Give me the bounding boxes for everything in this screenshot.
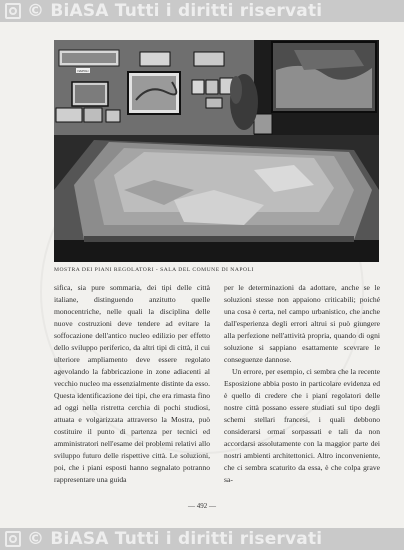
copyright-logo-icon: [5, 3, 21, 19]
watermark-text: © BiASA Tutti i diritti riservati: [27, 529, 323, 549]
copyright-logo-icon: [5, 531, 21, 547]
paragraph: Un errore, per esempio, ci sembra che la recente Esposizione abbia posto in particolare evidenza ed è quello di credere che i piani regolatori delle nostre città possano essere studiati sul tipo degli schemi stellari francesi, i quali debbono considerarsi ormai sorpassati e tali da non accordarsi assolutamente con la maggior parte dei nostri ambienti architettonici. Altro inconveniente, che ci sembra scaturito da essa, è che colpa grave sa-: [224, 367, 380, 484]
page-number: — 492 —: [188, 502, 216, 510]
text-column-right: [224, 282, 380, 486]
plaque-label: NAPOLI: [77, 69, 89, 73]
text-column-left: [54, 282, 210, 486]
watermark-banner-bottom: [0, 528, 404, 550]
watermark-text: © BiASA Tutti i diritti riservati: [27, 1, 323, 21]
exhibition-photo: [54, 40, 379, 262]
paragraph: sifica, sia pure sommaria, dei tipi delle città italiane, distinguendo anzitutto quelle monocentriche, nelle quali la disciplina delle nuove costruzioni deve tendere ad evitare la soffocazione dell'antico nucleo edilizio per effetto dello sviluppo periferico, da altri tipi di città, il cui ulteriore ampliamento deve essere regolato agevolando la fabbricazione in zone adiacenti al vecchio nucleo ma essenzialmente distinte da esso. Questa identificazione dei tipi, che era rimasta fino ad oggi nella ristretta cerchia di pochi studiosi, attuata e volgarizzata attraverso la Mostra, può costituire il punto di partenza per tecnici ed amministratori nell'esame dei problemi relativi allo sviluppo futuro delle rispettive città. Le soluzioni, poi, che i piani esposti hanno segnalato potranno rappresentare una guida: [54, 283, 210, 484]
watermark-banner-top: [0, 0, 404, 22]
figure-caption: MOSTRA DEI PIANI REGOLATORI - SALA DEL COMUNE DI NAPOLI: [54, 267, 254, 273]
paragraph: per le determinazioni da adottare, anche se le soluzioni stesse non appaiono criticabili; poiché una cosa è certa, nel campo urbanistico, che anche dall'esperienza degli errori altrui si può giungere alla perfezione nell'attività propria, quando di ogni soluzione si sappiano esattamente scevrare le conseguenze dannose.: [224, 283, 380, 364]
